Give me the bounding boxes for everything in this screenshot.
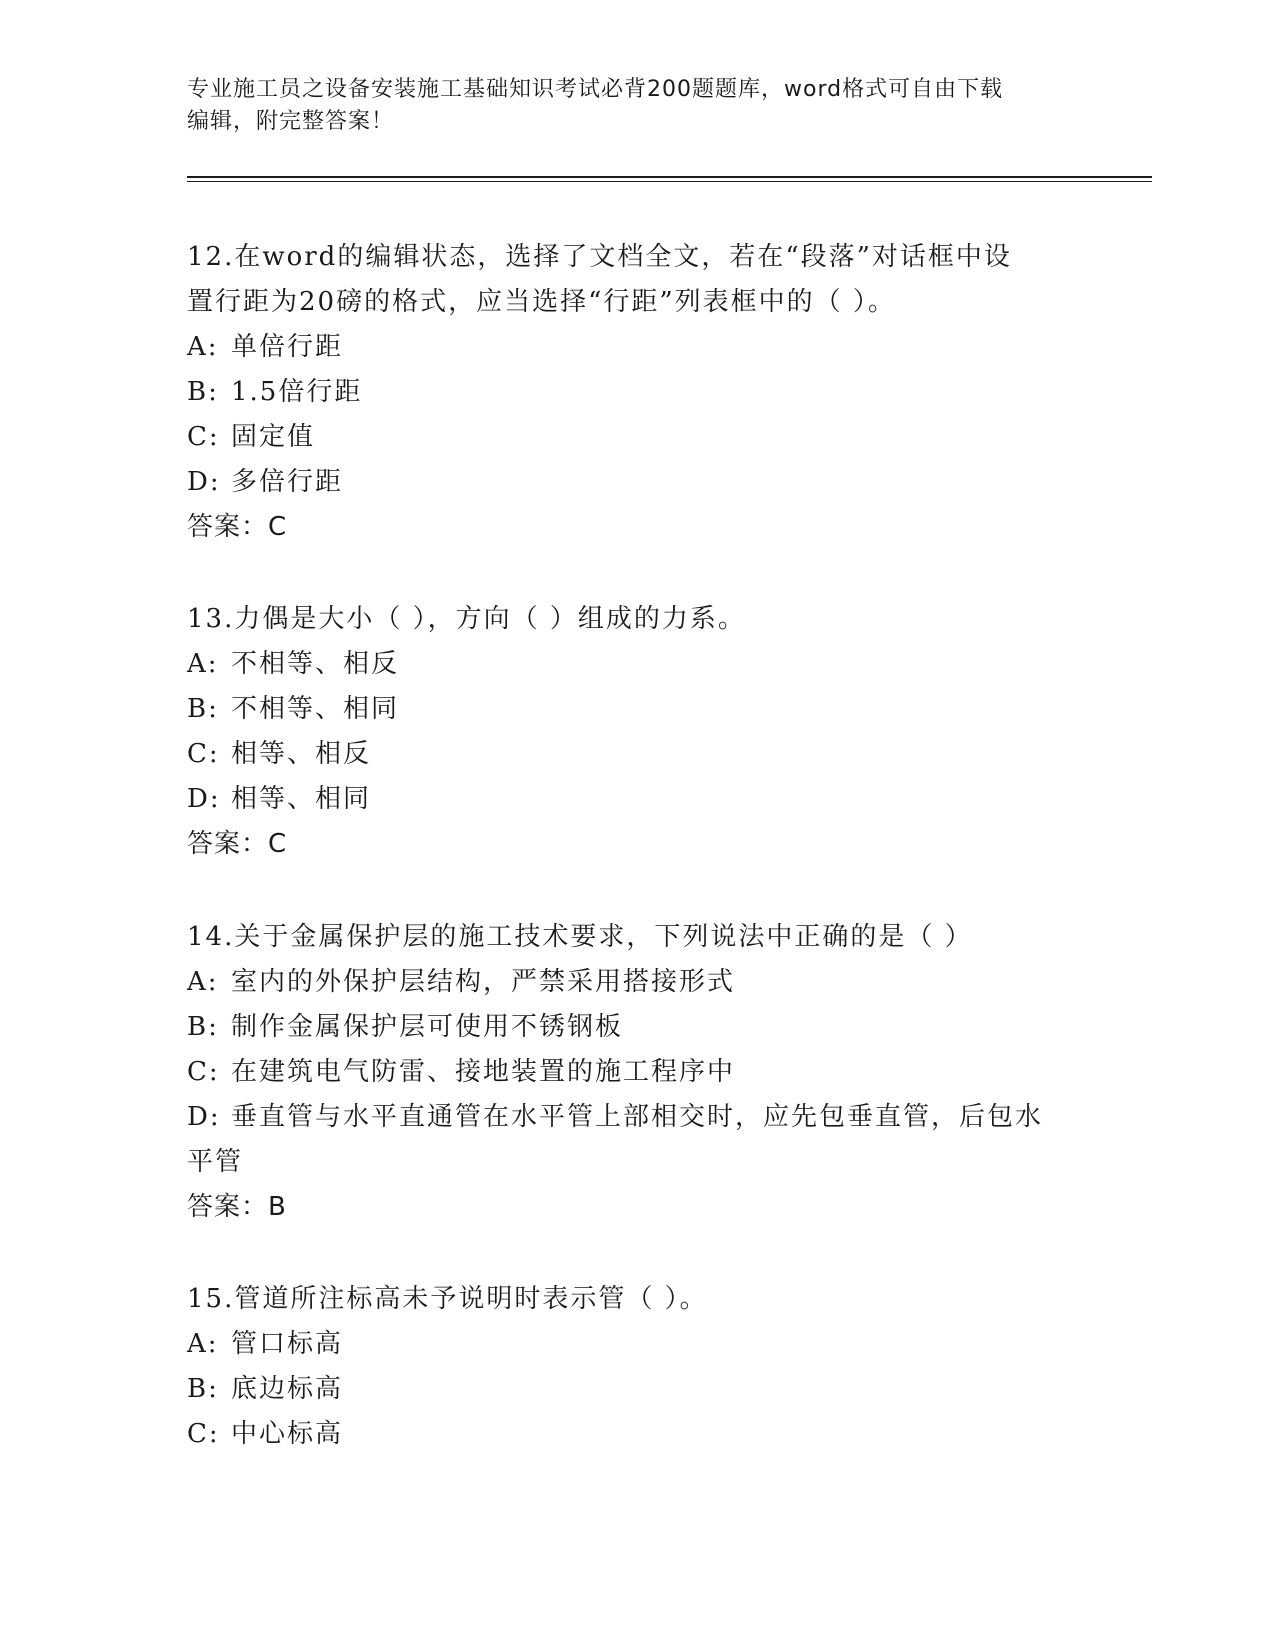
option-letter: B: xyxy=(187,1374,219,1404)
option-text: 不相等、相反 xyxy=(231,649,400,679)
question-14 xyxy=(187,915,1067,1230)
option-b xyxy=(187,1005,1067,1050)
option-b xyxy=(187,1367,1067,1412)
question-stem-line: 14.关于金属保护层的施工技术要求，下列说法中正确的是（ ） xyxy=(187,922,973,952)
question-stem-line: 12.在word的编辑状态，选择了文档全文，若在“段落”对话框中设 xyxy=(187,242,1012,272)
option-letter: A: xyxy=(187,649,219,679)
option-text: 相等、相反 xyxy=(231,739,372,769)
option-text: 相等、相同 xyxy=(231,784,372,814)
option-letter: B: xyxy=(187,1012,219,1042)
option-a xyxy=(187,642,1067,687)
option-text: 底边标高 xyxy=(231,1374,344,1404)
option-text: 不相等、相同 xyxy=(231,694,400,724)
option-text: 固定值 xyxy=(231,422,316,452)
option-letter: A: xyxy=(187,967,219,997)
option-d xyxy=(187,460,1067,505)
question-12 xyxy=(187,235,1067,550)
option-letter: A: xyxy=(187,332,219,362)
question-15 xyxy=(187,1277,1067,1457)
option-b xyxy=(187,370,1067,415)
question-stem-line: 置行距为20磅的格式，应当选择“行距”列表框中的（ ）。 xyxy=(187,287,896,317)
question-stem-line: 15.管道所注标高未予说明时表示管（ ）。 xyxy=(187,1284,708,1314)
option-text: 制作金属保护层可使用不锈钢板 xyxy=(231,1012,624,1042)
option-letter: B: xyxy=(187,377,219,407)
answer-line: 答案：C xyxy=(187,512,288,542)
option-d-continuation: 平管 xyxy=(187,1147,244,1177)
option-d xyxy=(187,1095,1067,1140)
option-letter: C: xyxy=(187,739,220,769)
option-text: 中心标高 xyxy=(231,1419,344,1449)
option-letter: D: xyxy=(187,1102,221,1132)
option-letter: D: xyxy=(187,784,221,814)
option-text: 单倍行距 xyxy=(231,332,344,362)
option-text: 管口标高 xyxy=(231,1329,344,1359)
option-text: 室内的外保护层结构，严禁采用搭接形式 xyxy=(231,967,736,997)
option-letter: C: xyxy=(187,1057,220,1087)
option-d xyxy=(187,777,1067,822)
header-line-2: 编辑，附完整答案！ xyxy=(187,109,395,134)
option-a xyxy=(187,325,1067,370)
option-c xyxy=(187,415,1067,460)
option-letter: B: xyxy=(187,694,219,724)
document-header xyxy=(187,74,1087,138)
option-text: 在建筑电气防雷、接地装置的施工程序中 xyxy=(231,1057,736,1087)
option-letter: C: xyxy=(187,422,220,452)
option-a xyxy=(187,1322,1067,1367)
option-c xyxy=(187,1050,1067,1095)
header-line-1: 专业施工员之设备安装施工基础知识考试必背200题题库，word格式可自由下载 xyxy=(187,77,1004,102)
question-stem-line: 13.力偶是大小（ ），方向（ ）组成的力系。 xyxy=(187,604,746,634)
option-letter: D: xyxy=(187,467,221,497)
option-b xyxy=(187,687,1067,732)
question-13 xyxy=(187,597,1067,867)
header-divider-thick xyxy=(187,176,1152,178)
option-a xyxy=(187,960,1067,1005)
option-text: 垂直管与水平直通管在水平管上部相交时，应先包垂直管，后包水 xyxy=(231,1102,1044,1132)
option-c xyxy=(187,732,1067,777)
option-text: 多倍行距 xyxy=(231,467,344,497)
option-letter: C: xyxy=(187,1419,220,1449)
option-text: 1.5倍行距 xyxy=(231,377,363,407)
option-c xyxy=(187,1412,1067,1457)
answer-line: 答案：B xyxy=(187,1192,287,1222)
header-divider-thin xyxy=(187,181,1152,182)
option-letter: A: xyxy=(187,1329,219,1359)
answer-line: 答案：C xyxy=(187,829,288,859)
